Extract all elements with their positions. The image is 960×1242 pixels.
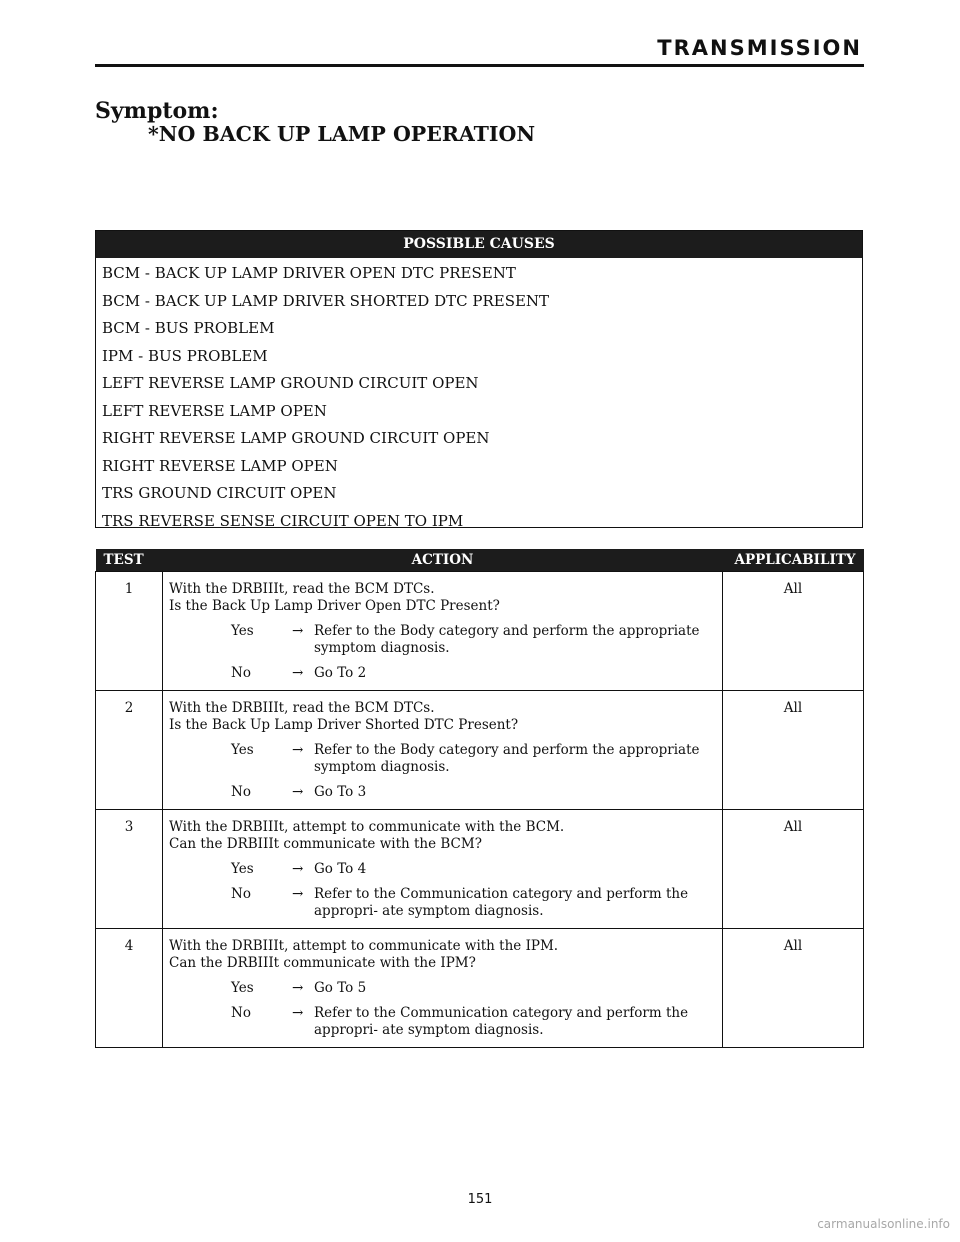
action-question: Can the DRBIIIt communicate with the BCM? (169, 836, 482, 852)
test-row (96, 929, 864, 1048)
possible-causes-heading: POSSIBLE CAUSES (96, 231, 862, 258)
test-number: 3 (96, 810, 163, 929)
symptom-label: Symptom: (95, 98, 219, 124)
test-table-header (96, 549, 864, 572)
yes-label: Yes (231, 623, 254, 639)
arrow-icon: → (292, 861, 304, 877)
no-result: Refer to the Communication category and perform the appropri- ate symptom diagnosis. (314, 1005, 689, 1038)
header-rule (95, 64, 864, 67)
test-applicability: All (723, 572, 864, 691)
yes-result: Refer to the Body category and perform the appropriate symptom diagnosis. (314, 623, 700, 656)
cause-item: RIGHT REVERSE LAMP OPEN (102, 456, 338, 475)
watermark: carmanualsonline.info (817, 1217, 950, 1231)
yes-result: Refer to the Body category and perform the appropriate symptom diagnosis. (314, 742, 700, 775)
cause-item: IPM - BUS PROBLEM (102, 346, 268, 365)
no-label: No (231, 886, 251, 902)
cause-item: BCM - BACK UP LAMP DRIVER SHORTED DTC PRESENT (102, 291, 550, 310)
possible-causes-box (95, 230, 863, 528)
action-line: With the DRBIIIt, attempt to communicate with the BCM. (169, 819, 565, 835)
arrow-icon: → (292, 886, 304, 902)
no-label: No (231, 1005, 251, 1021)
test-row (96, 691, 864, 810)
cause-item: LEFT REVERSE LAMP GROUND CIRCUIT OPEN (102, 374, 479, 392)
test-applicability: All (723, 929, 864, 1048)
section-title: TRANSMISSION (657, 36, 862, 60)
test-number: 4 (96, 929, 163, 1048)
yes-answer (169, 623, 718, 657)
action-line: With the DRBIIIt, attempt to communicate with the IPM. (169, 938, 559, 954)
arrow-icon: → (292, 1005, 304, 1021)
cause-item: TRS REVERSE SENSE CIRCUIT OPEN TO IPM (102, 511, 464, 530)
test-row (96, 572, 864, 691)
cause-item: BCM - BUS PROBLEM (102, 319, 275, 337)
test-action (163, 572, 723, 691)
no-answer (169, 665, 718, 682)
column-header-test: TEST (96, 549, 163, 572)
yes-label: Yes (231, 861, 254, 877)
no-answer (169, 886, 718, 920)
test-number: 1 (96, 572, 163, 691)
action-line: With the DRBIIIt, read the BCM DTCs. (169, 700, 435, 716)
yes-result: Go To 5 (314, 980, 367, 996)
test-table (95, 549, 864, 1048)
action-question: Can the DRBIIIt communicate with the IPM? (169, 955, 476, 971)
arrow-icon: → (292, 980, 304, 996)
no-label: No (231, 665, 251, 681)
test-applicability: All (723, 810, 864, 929)
action-question: Is the Back Up Lamp Driver Open DTC Present? (169, 598, 500, 614)
cause-item: BCM - BACK UP LAMP DRIVER OPEN DTC PRESENT (102, 264, 516, 282)
test-action (163, 810, 723, 929)
no-result: Go To 2 (314, 665, 367, 681)
yes-answer (169, 980, 718, 997)
cause-item: LEFT REVERSE LAMP OPEN (102, 401, 327, 420)
yes-answer (169, 742, 718, 776)
symptom-text: *NO BACK UP LAMP OPERATION (148, 122, 536, 146)
page-number: 151 (467, 1192, 493, 1207)
test-row (96, 810, 864, 929)
arrow-icon: → (292, 665, 304, 681)
cause-item: RIGHT REVERSE LAMP GROUND CIRCUIT OPEN (102, 429, 490, 447)
possible-causes-list (96, 258, 862, 535)
arrow-icon: → (292, 784, 304, 800)
arrow-icon: → (292, 623, 304, 639)
test-applicability: All (723, 691, 864, 810)
column-header-action: ACTION (163, 549, 723, 572)
column-header-applicability: APPLICABILITY (723, 549, 864, 572)
cause-item: TRS GROUND CIRCUIT OPEN (102, 484, 337, 502)
yes-label: Yes (231, 742, 254, 758)
action-question: Is the Back Up Lamp Driver Shorted DTC Present? (169, 717, 519, 733)
test-number: 2 (96, 691, 163, 810)
arrow-icon: → (292, 742, 304, 758)
yes-label: Yes (231, 980, 254, 996)
no-answer (169, 1005, 718, 1039)
action-line: With the DRBIIIt, read the BCM DTCs. (169, 581, 435, 597)
test-action (163, 691, 723, 810)
no-answer (169, 784, 718, 801)
no-result: Refer to the Communication category and perform the appropri- ate symptom diagnosis. (314, 886, 689, 919)
no-result: Go To 3 (314, 784, 367, 800)
yes-answer (169, 861, 718, 878)
test-action (163, 929, 723, 1048)
no-label: No (231, 784, 251, 800)
yes-result: Go To 4 (314, 861, 367, 877)
